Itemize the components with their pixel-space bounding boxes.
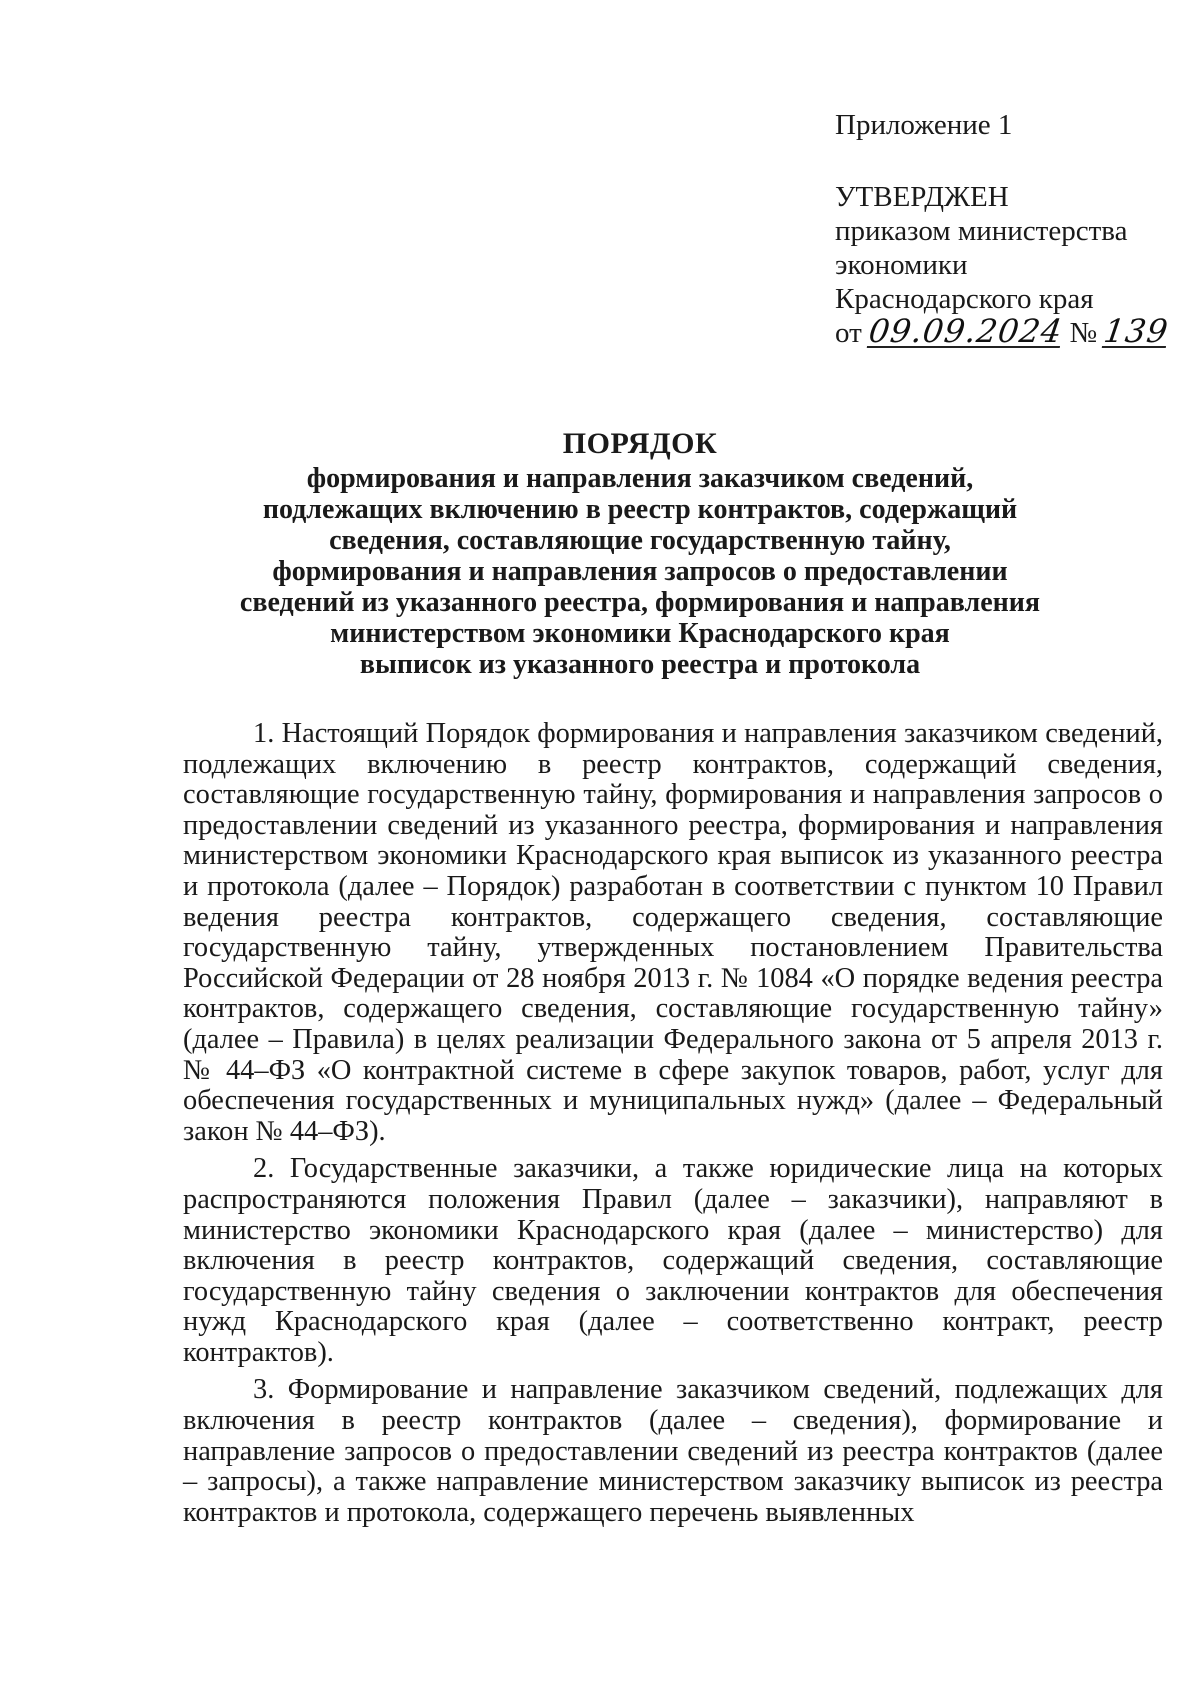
subtitle-line: формирования и направления заказчиком сведений, [306, 463, 974, 494]
approved-label: УТВЕРДЖЕН [835, 181, 1009, 213]
document-body [183, 719, 1163, 1528]
paragraph-3: 3. Формирование и направление заказчиком сведений, подлежащих для включения в реестр контрактов (далее – сведения), формирование и направление запросов о предоставлении сведений из реестра контрактов (далее – запросы), а также направление министерством заказчику выписок из реестра контрактов и протокола, содержащего перечень выявленных [183, 1374, 1163, 1528]
subtitle-line: сведения, составляющие государственную тайну, [329, 525, 951, 556]
subtitle-line: сведений из указанного реестра, формирования и направления [239, 587, 1041, 618]
approval-line-3: Краснодарского края [835, 283, 1094, 315]
subtitle-line: подлежащих включению в реестр контрактов, содержащий [262, 494, 1018, 525]
handwritten-number: 139 [1101, 312, 1172, 350]
number-prefix: № [1069, 317, 1098, 349]
approval-block [835, 108, 1175, 350]
subtitle-line: формирования и направления запросов о предоставлении [272, 556, 1008, 587]
paragraph-1: 1. Настоящий Порядок формирования и направления заказчиком сведений, подлежащих включению в реестр контрактов, содержащий сведения, составляющие государственную тайну, формирования и направления запросов о предоставлении сведений из указанного реестра, формирования и направления министерством экономики Краснодарского края выписок из указанного реестра и протокола (далее – Порядок) разработан в соответствии с пунктом 10 Правил ведения реестра контрактов, содержащего сведения, составляющие государственную тайну, утвержденных постановлением Правительства Российской Федерации от 28 ноября 2013 г. № 1084 «О порядке ведения реестра контрактов, содержащего сведения, составляющие государственную тайну» (далее – Правила) в целях реализации Федерального закона от 5 апреля 2013 г. № 44–ФЗ «О контрактной системе в сфере закупок товаров, работ, услуг для обеспечения государственных и муниципальных нужд» (далее – Федеральный закон № 44–ФЗ). [183, 718, 1163, 1147]
paragraph-2: 2. Государственные заказчики, а также юридические лица на которых распространяются положения Правил (далее – заказчики), направляют в министерство экономики Краснодарского края (далее – министерство) для включения в реестр контрактов, содержащий сведения, составляющие государственную тайну сведения о заключении контрактов для обеспечения нужд Краснодарского края (далее – соответственно контракт, реестр контрактов). [183, 1153, 1163, 1368]
appendix-label: Приложение 1 [835, 109, 1013, 141]
approval-line-2: экономики [835, 249, 968, 281]
subtitle-line: выписок из указанного реестра и протокола [359, 649, 921, 680]
date-prefix: от [835, 317, 862, 349]
handwritten-date: 09.09.2024 [866, 312, 1066, 350]
approval-line-1: приказом министерства [835, 215, 1128, 247]
approval-date-line [835, 312, 1175, 350]
document-title-block [200, 425, 1080, 680]
subtitle-line: министерством экономики Краснодарского края [330, 618, 950, 649]
document-heading: ПОРЯДОК [562, 427, 718, 460]
